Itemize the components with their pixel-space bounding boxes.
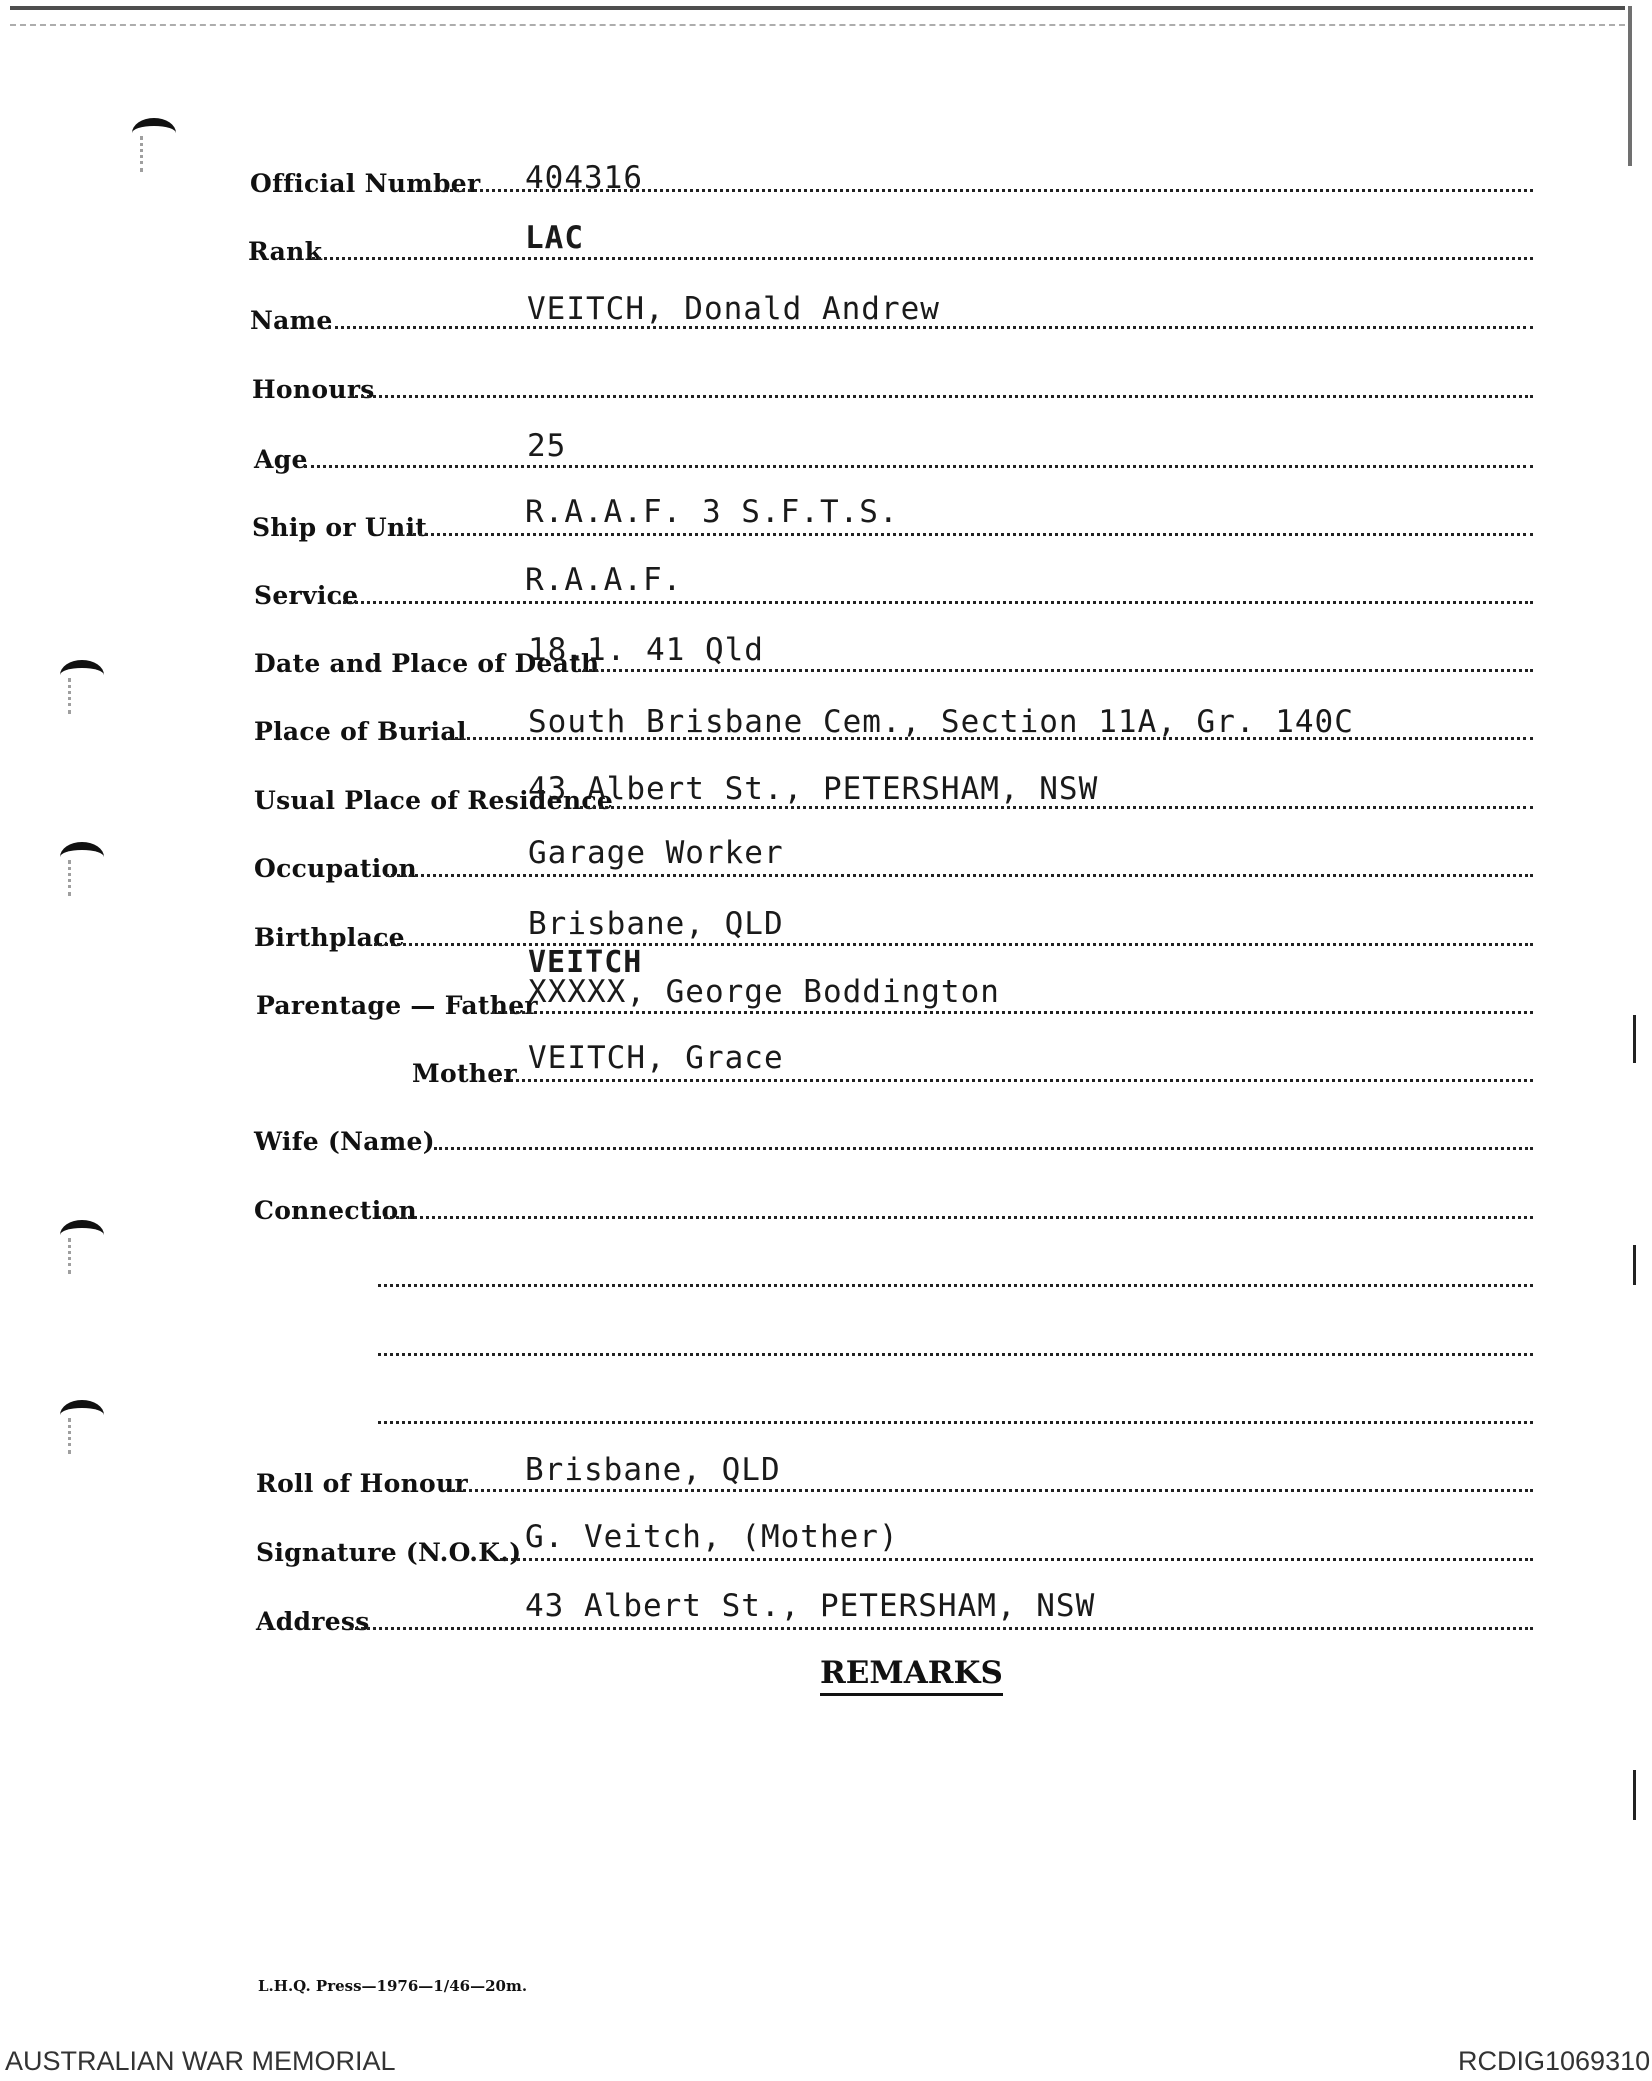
field-occupation (0, 835, 1652, 883)
field-value: 404316 (525, 160, 643, 196)
field-label: Birthplace (254, 923, 405, 952)
field-value: R.A.A.F. (525, 562, 683, 598)
press-line: L.H.Q. Press—1976—1/46—20m. (258, 1977, 528, 1995)
dotted-line (304, 465, 1533, 468)
field-label: Parentage — Father (256, 991, 538, 1020)
scan-right-edge (1628, 6, 1632, 166)
punch-hole-icon (132, 118, 176, 148)
dotted-line (500, 1558, 1533, 1561)
field-label: Rank (248, 237, 323, 266)
field-label: Ship or Unit (252, 513, 428, 542)
field-father (0, 945, 1652, 1020)
dotted-line (378, 1284, 1533, 1287)
scan-edge-mark (1633, 1770, 1636, 1820)
field-label: Date and Place of Death (254, 649, 600, 678)
field-label: Official Number (250, 169, 481, 198)
field-label: Connection (254, 1196, 417, 1225)
field-name (0, 291, 1652, 335)
dotted-line (578, 669, 1533, 672)
field-label: Name (250, 306, 333, 335)
field-value: 43 Albert St., PETERSHAM, NSW (525, 1588, 1096, 1624)
field-blank-line (0, 1390, 1652, 1430)
archive-name: AUSTRALIAN WAR MEMORIAL (5, 2046, 396, 2076)
field-value: G. Veitch, (Mother) (525, 1519, 899, 1555)
field-honours (0, 364, 1652, 404)
dotted-line (350, 1627, 1533, 1630)
field-value: Brisbane, QLD (528, 906, 784, 942)
field-address (0, 1588, 1652, 1636)
field-blank-line (0, 1322, 1652, 1362)
field-label: Mother (412, 1059, 517, 1088)
field-label: Roll of Honour (256, 1469, 468, 1498)
dotted-line (452, 1489, 1533, 1492)
dotted-line (350, 395, 1533, 398)
field-value: 43 Albert St., PETERSHAM, NSW (528, 771, 1099, 807)
field-value: VEITCH, Donald Andrew (527, 291, 940, 327)
field-label: Place of Burial (254, 717, 467, 746)
field-service (0, 562, 1652, 610)
field-value: LAC (525, 220, 584, 256)
field-rank (0, 220, 1652, 266)
field-ship-or-unit (0, 494, 1652, 542)
field-wife (0, 1116, 1652, 1156)
field-signature (0, 1519, 1652, 1567)
field-correction: VEITCH (528, 945, 643, 980)
field-label: Occupation (254, 854, 417, 883)
record-id: RCDIG1069310 (1458, 2046, 1651, 2076)
dotted-line (378, 1353, 1533, 1356)
dotted-line (434, 1147, 1533, 1150)
scan-top-border (10, 6, 1625, 26)
field-value: Garage Worker (528, 835, 784, 871)
field-connection (0, 1185, 1652, 1225)
field-label: Usual Place of Residence (254, 786, 614, 815)
field-blank-line (0, 1253, 1652, 1293)
field-label: Wife (Name) (254, 1127, 435, 1156)
field-label: Honours (252, 375, 375, 404)
dotted-line (492, 1011, 1533, 1014)
field-value: 18.1. 41 Qld (528, 632, 764, 668)
dotted-line (338, 601, 1533, 604)
field-place-of-burial (0, 706, 1652, 746)
field-value: VEITCH, Grace (528, 1040, 784, 1076)
field-value: South Brisbane Cem., Section 11A, Gr. 140C (528, 704, 1354, 740)
field-usual-residence (0, 771, 1652, 815)
field-official-number (0, 158, 1652, 198)
field-roll-of-honour (0, 1452, 1652, 1498)
field-value: 25 (527, 428, 567, 464)
field-value: Brisbane, QLD (525, 1452, 781, 1488)
field-label: Age (254, 445, 308, 474)
dotted-line (400, 533, 1533, 536)
dotted-line (312, 257, 1533, 260)
dotted-line (378, 1216, 1533, 1219)
field-label: Signature (N.O.K.) (256, 1538, 522, 1567)
dotted-line (378, 1421, 1533, 1424)
field-label: Address (256, 1607, 370, 1636)
field-value: R.A.A.F. 3 S.F.T.S. (525, 494, 899, 530)
remarks-heading: REMARKS (820, 1655, 1003, 1696)
field-age (0, 428, 1652, 474)
field-value: XXXXX, George Boddington (528, 974, 1000, 1010)
field-label: Service (254, 581, 359, 610)
field-date-place-death (0, 632, 1652, 678)
dotted-line (497, 1079, 1533, 1082)
dotted-line (386, 874, 1533, 877)
field-mother (0, 1040, 1652, 1088)
field-birthplace (0, 906, 1652, 952)
